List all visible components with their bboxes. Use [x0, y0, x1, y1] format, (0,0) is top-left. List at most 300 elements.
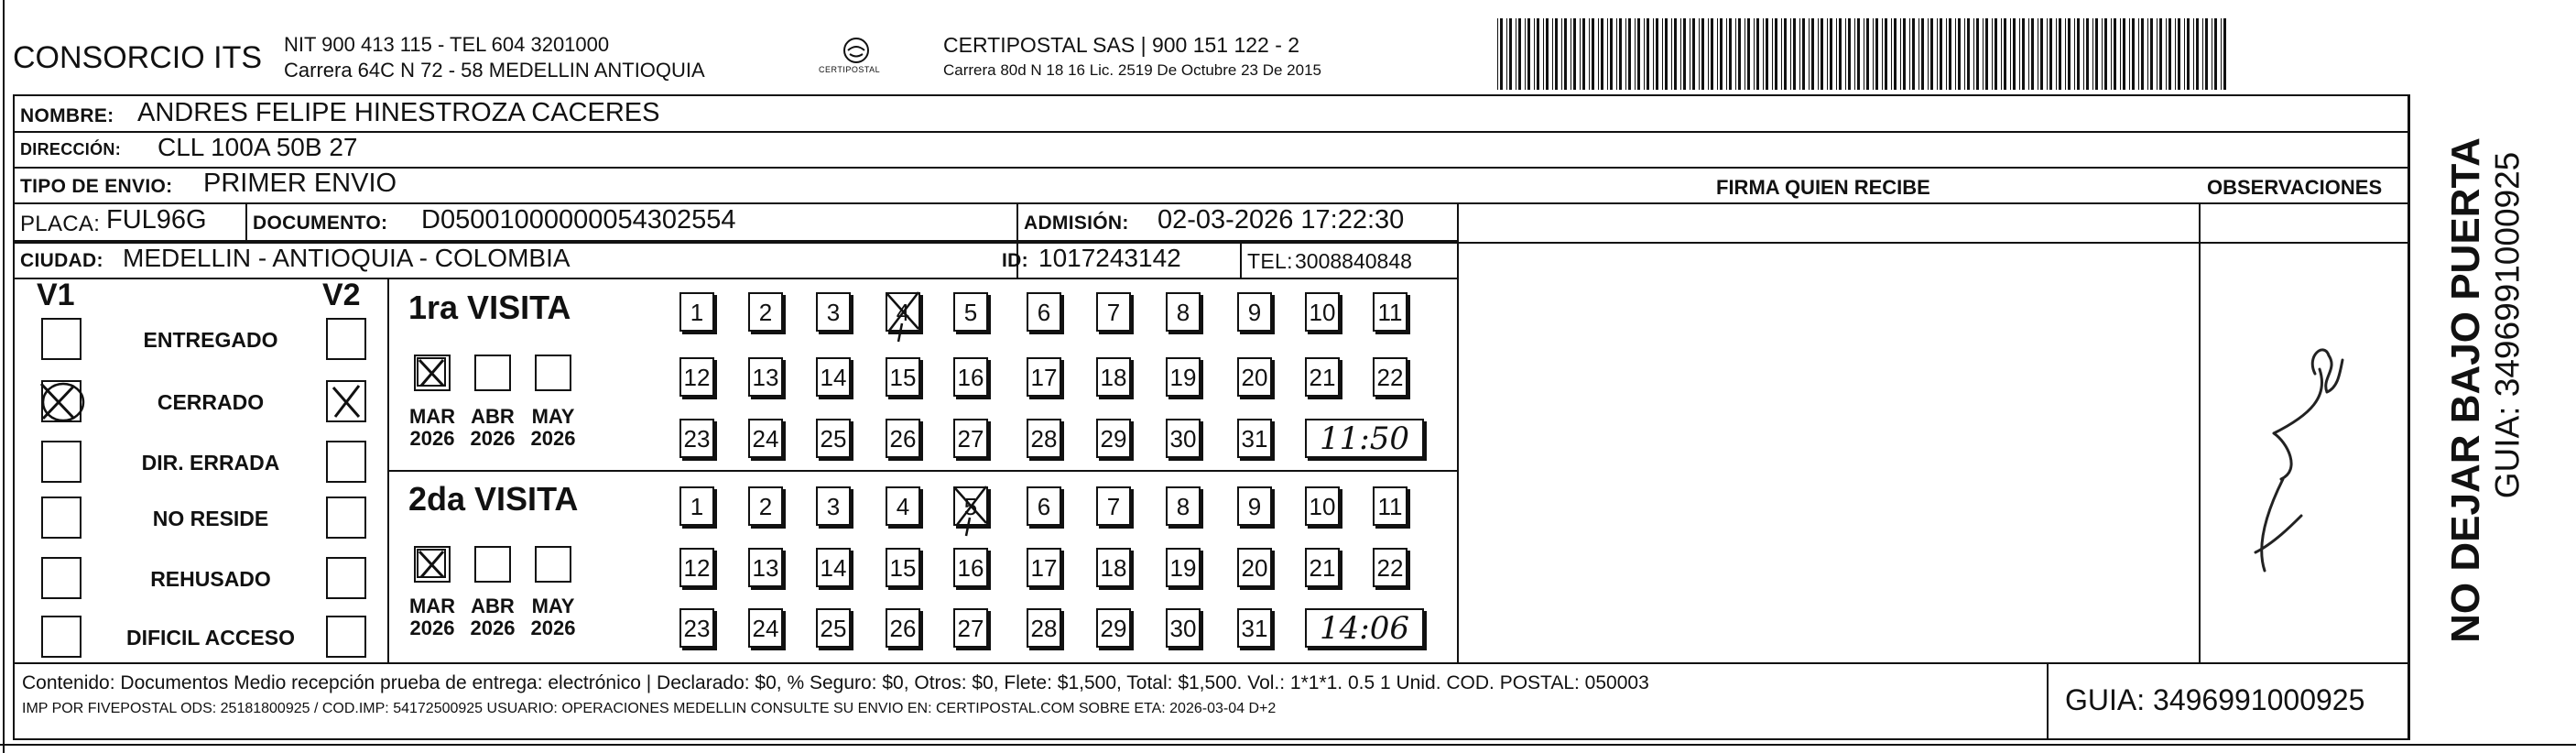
barcode-bar [1729, 18, 1732, 90]
v1-checkbox[interactable] [41, 441, 82, 483]
barcode-bar [1839, 18, 1842, 90]
carrier-name: CERTIPOSTAL SAS | 900 151 122 - 2 [943, 33, 1300, 57]
day-box[interactable] [1373, 486, 1408, 526]
barcode-bar [1711, 18, 1713, 90]
barcode-bar [1564, 18, 1567, 90]
barcode-bar [1763, 18, 1764, 90]
day-box[interactable] [1096, 548, 1131, 587]
barcode-bar [1973, 18, 1974, 90]
direccion-value: CLL 100A 50B 27 [158, 133, 358, 161]
day-box[interactable] [953, 292, 988, 332]
barcode-bar [1527, 18, 1530, 90]
month-checkbox[interactable] [414, 355, 451, 391]
day-number: 27 [957, 615, 984, 642]
hand-check-icon [326, 380, 366, 422]
day-box[interactable] [679, 357, 714, 397]
col-line [1240, 242, 1242, 278]
day-box[interactable] [953, 419, 988, 458]
month-year: 2026 [409, 617, 455, 640]
status-label: DIR. ERRADA [141, 451, 280, 475]
ciudad-value: MEDELLIN - ANTIOQUIA - COLOMBIA [123, 244, 571, 272]
day-box[interactable] [1027, 292, 1061, 332]
barcode-bar [1958, 18, 1961, 90]
month-checkbox[interactable] [414, 546, 451, 583]
day-number: 23 [683, 425, 711, 453]
barcode-bar [1543, 18, 1544, 90]
observaciones-label: OBSERVACIONES [2207, 176, 2383, 199]
month-year: 2026 [530, 617, 576, 640]
barcode-bar [2187, 18, 2190, 90]
barcode-bar [1918, 18, 1919, 90]
barcode-bar [1637, 18, 1640, 90]
day-box[interactable] [886, 608, 920, 648]
month-year: 2026 [530, 427, 576, 451]
barcode-bar [1900, 18, 1901, 90]
barcode-bar [1518, 18, 1521, 90]
barcode-bar [1875, 18, 1878, 90]
barcode-bar [1616, 18, 1617, 90]
day-number: 3 [826, 493, 841, 520]
barcode-bar [1992, 18, 1993, 90]
day-box[interactable] [1096, 357, 1131, 397]
day-box[interactable] [748, 357, 783, 397]
day-number: 9 [1247, 299, 1262, 326]
firma-area[interactable] [1459, 204, 2197, 660]
day-box[interactable] [1305, 292, 1340, 332]
barcode-bar [1500, 18, 1503, 90]
day-box[interactable] [953, 486, 988, 526]
page-left-edge-line [3, 0, 5, 753]
logo-text: CERTIPOSTAL [819, 65, 881, 74]
barcode-bar [1921, 18, 1924, 90]
day-number: 27 [957, 425, 984, 453]
barcode-bar [1635, 18, 1636, 90]
barcode-bar [1848, 18, 1851, 90]
barcode-bar [1552, 18, 1553, 90]
day-number: 10 [1309, 299, 1336, 326]
day-number: 17 [1030, 554, 1058, 582]
barcode-bar [2166, 18, 2167, 90]
barcode-bar [1756, 18, 1759, 90]
month-checkbox[interactable] [535, 355, 571, 391]
month-label [405, 406, 460, 450]
barcode-bar [1790, 18, 1791, 90]
id-label: ID: [1002, 250, 1028, 271]
side-notice: NO DEJAR BAJO PUERTA [2443, 137, 2488, 643]
tipo-envio-label: TIPO DE ENVIO: [20, 176, 173, 197]
handwritten-time: 11:50 [1320, 420, 1409, 457]
nombre-value: ANDRES FELIPE HINESTROZA CACERES [137, 98, 660, 127]
day-number: 6 [1037, 493, 1051, 520]
barcode-bar [1873, 18, 1874, 90]
day-box[interactable] [1237, 486, 1272, 526]
day-box[interactable] [1166, 357, 1201, 397]
documento-label: DOCUMENTO: [253, 213, 388, 234]
barcode-bar [1610, 18, 1613, 90]
barcode-bar [1561, 18, 1562, 90]
day-number: 5 [963, 493, 978, 520]
barcode-bar [1784, 18, 1787, 90]
footer-contenido: Contenido: Documentos Medio recepción prueba de entrega: electrónico | Declarado: $0, % Seguro: $0, Otros: $0, Flete: $1,500, Total: $1,500. Vol.: 1*1*1. 0.5 1 Unid. COD. POSTAL: 050003 [22, 672, 1649, 693]
month-name: MAY [531, 405, 575, 428]
barcode-bar [1509, 18, 1512, 90]
day-number: 29 [1100, 425, 1127, 453]
day-box[interactable] [1373, 292, 1408, 332]
barcode-bar [2074, 18, 2075, 90]
barcode-bar [1821, 18, 1823, 90]
day-box[interactable] [1237, 419, 1272, 458]
barcode-bar [1983, 18, 1984, 90]
barcode-bar [2083, 18, 2084, 90]
barcode-bar [1937, 18, 1938, 90]
barcode-bar [1772, 18, 1773, 90]
barcode-bar [2031, 18, 2034, 90]
barcode-bar [2004, 18, 2006, 90]
day-box[interactable] [816, 608, 851, 648]
day-box[interactable] [1096, 419, 1131, 458]
id-value: 1017243142 [1038, 244, 1181, 272]
barcode-bar [1964, 18, 1965, 90]
barcode-bar [2040, 18, 2043, 90]
day-box[interactable] [1237, 292, 1272, 332]
barcode-bar [1802, 18, 1805, 90]
day-number: 2 [758, 493, 773, 520]
row-line [13, 662, 2409, 664]
barcode-bar [1589, 18, 1590, 90]
day-number: 25 [820, 615, 847, 642]
barcode-bar [2092, 18, 2093, 90]
barcode-bar [1946, 18, 1947, 90]
barcode-bar [1994, 18, 1997, 90]
barcode-bar [1928, 18, 1929, 90]
barcode-bar [2168, 18, 2171, 90]
barcode-bar [1799, 18, 1800, 90]
month-year: 2026 [470, 617, 516, 640]
certipostal-logo [806, 35, 907, 81]
day-box[interactable] [953, 608, 988, 648]
day-box[interactable] [1027, 608, 1061, 648]
day-number: 17 [1030, 364, 1058, 391]
barcode-bar [2010, 18, 2011, 90]
day-number: 24 [752, 425, 779, 453]
day-box[interactable] [1305, 548, 1340, 587]
barcode-bar [2150, 18, 2153, 90]
barcode-bar [2178, 18, 2180, 90]
barcode-bar [1735, 18, 1736, 90]
day-box[interactable] [1166, 292, 1201, 332]
barcode-bar [2175, 18, 2176, 90]
day-box[interactable] [1373, 548, 1408, 587]
month-name: MAR [408, 405, 456, 428]
barcode-bar [1912, 18, 1915, 90]
day-box[interactable] [886, 486, 920, 526]
barcode-bar [1534, 18, 1535, 90]
observaciones-area[interactable] [2201, 204, 2408, 660]
barcode-bar [1967, 18, 1970, 90]
barcode-bar [1680, 18, 1681, 90]
barcode-bar [2123, 18, 2125, 90]
day-box[interactable] [1027, 486, 1061, 526]
day-box[interactable] [886, 357, 920, 397]
day-box[interactable] [816, 419, 851, 458]
barcode-bar [1903, 18, 1906, 90]
month-name: ABR [471, 405, 515, 428]
day-number: 5 [963, 299, 978, 326]
barcode-bar [1674, 18, 1677, 90]
hand-check-icon [882, 287, 926, 338]
day-box[interactable] [1305, 357, 1340, 397]
barcode-bar [1628, 18, 1631, 90]
barcode-bar [1708, 18, 1709, 90]
day-box[interactable] [1096, 292, 1131, 332]
barcode-bar [1754, 18, 1755, 90]
day-box[interactable] [1096, 608, 1131, 648]
barcode-bar [1607, 18, 1608, 90]
day-number: 21 [1309, 554, 1336, 582]
barcode-bar [2138, 18, 2139, 90]
day-box[interactable] [953, 548, 988, 587]
footer-imp: IMP POR FIVEPOSTAL ODS: 25181800925 / COD.IMP: 54172500925 USUARIO: OPERACIONES MEDELLIN CONSULTE SU ENVIO EN: CERTIPOSTAL.COM SOBRE ETA: 2026-03-04 D+2 [22, 701, 1277, 716]
day-number: 1 [690, 299, 704, 326]
barcode-bar [1720, 18, 1723, 90]
day-number: 31 [1241, 425, 1268, 453]
barcode-bar [1781, 18, 1782, 90]
company-name: CONSORCIO ITS [13, 40, 263, 75]
v2-checkbox[interactable] [326, 318, 366, 360]
day-box[interactable] [886, 292, 920, 332]
barcode-bar [2086, 18, 2089, 90]
company-address: Carrera 64C N 72 - 58 MEDELLIN ANTIOQUIA [284, 59, 705, 82]
barcode-bar [1811, 18, 1814, 90]
carrier-address: Carrera 80d N 18 16 Lic. 2519 De Octubre 23 De 2015 [943, 61, 1321, 79]
v1-checkbox[interactable] [41, 616, 82, 658]
day-box[interactable] [1166, 486, 1201, 526]
barcode-bar [1827, 18, 1828, 90]
day-box[interactable] [748, 608, 783, 648]
day-number: 4 [896, 493, 910, 520]
day-number: 12 [683, 364, 711, 391]
barcode-bar [1894, 18, 1897, 90]
day-number: 18 [1100, 364, 1127, 391]
month-checkbox[interactable] [474, 546, 511, 583]
barcode-bar [2129, 18, 2130, 90]
day-number: 30 [1169, 425, 1197, 453]
month-checkbox[interactable] [474, 355, 511, 391]
barcode [1497, 18, 2230, 90]
barcode-bar [2049, 18, 2052, 90]
barcode-bar [2193, 18, 2194, 90]
month-label [465, 406, 520, 450]
day-box[interactable] [1305, 486, 1340, 526]
day-box[interactable] [1027, 357, 1061, 397]
admision-value: 02-03-2026 17:22:30 [1158, 205, 1405, 235]
time-box[interactable] [1305, 419, 1424, 458]
barcode-bar [1671, 18, 1672, 90]
day-number: 16 [957, 554, 984, 582]
barcode-bar [2013, 18, 2016, 90]
day-box[interactable] [1027, 419, 1061, 458]
status-label: NO RESIDE [152, 507, 269, 530]
barcode-bar [2221, 18, 2222, 90]
day-box[interactable] [816, 292, 851, 332]
barcode-bar [1830, 18, 1832, 90]
col-line [245, 202, 247, 241]
day-box[interactable] [1166, 608, 1201, 648]
barcode-bar [1766, 18, 1768, 90]
barcode-bar [1625, 18, 1626, 90]
barcode-bar [1775, 18, 1777, 90]
day-box[interactable] [886, 419, 920, 458]
day-box[interactable] [1237, 357, 1272, 397]
day-box[interactable] [679, 419, 714, 458]
day-box[interactable] [1027, 548, 1061, 587]
barcode-bar [1866, 18, 1869, 90]
status-label: DIFICIL ACCESO [125, 626, 295, 649]
day-number: 20 [1241, 364, 1268, 391]
day-box[interactable] [748, 548, 783, 587]
v1-checkbox[interactable] [41, 497, 82, 539]
month-year: 2026 [409, 427, 455, 451]
barcode-bar [1683, 18, 1686, 90]
barcode-bar [1699, 18, 1700, 90]
barcode-bar [1738, 18, 1741, 90]
day-box[interactable] [748, 292, 783, 332]
barcode-bar [2059, 18, 2061, 90]
placa-value: FUL96G [106, 205, 207, 235]
barcode-bar [1836, 18, 1837, 90]
day-number: 18 [1100, 554, 1127, 582]
v2-checkbox[interactable] [326, 441, 366, 483]
barcode-bar [1601, 18, 1603, 90]
barcode-bar [1506, 18, 1507, 90]
barcode-bar [1809, 18, 1810, 90]
barcode-bar [1930, 18, 1933, 90]
barcode-bar [1647, 18, 1649, 90]
day-box[interactable] [1373, 357, 1408, 397]
day-number: 24 [752, 615, 779, 642]
barcode-bar [1909, 18, 1910, 90]
barcode-bar [1555, 18, 1558, 90]
v1-checkbox[interactable] [41, 557, 82, 599]
visit-title: 2da VISITA [408, 480, 579, 518]
month-checkbox[interactable] [535, 546, 571, 583]
day-number: 8 [1176, 299, 1190, 326]
barcode-bar [2019, 18, 2020, 90]
day-number: 11 [1377, 493, 1403, 520]
visit-title: 1ra VISITA [408, 289, 571, 326]
company-nit: NIT 900 413 115 - TEL 604 3201000 [284, 33, 610, 56]
day-box[interactable] [816, 357, 851, 397]
barcode-bar [2047, 18, 2048, 90]
barcode-bar [1747, 18, 1750, 90]
time-box[interactable] [1305, 608, 1424, 648]
month-name: MAY [531, 595, 575, 617]
day-number: 19 [1169, 364, 1197, 391]
day-box[interactable] [1237, 608, 1272, 648]
day-box[interactable] [1237, 548, 1272, 587]
barcode-bar [2001, 18, 2002, 90]
row-line [13, 131, 2409, 133]
barcode-bar [1619, 18, 1622, 90]
v2-checkbox[interactable] [326, 616, 366, 658]
barcode-bar [2202, 18, 2203, 90]
day-box[interactable] [1166, 548, 1201, 587]
barcode-bar [1940, 18, 1942, 90]
barcode-bar [2141, 18, 2144, 90]
day-box[interactable] [748, 486, 783, 526]
v2-checkbox[interactable] [326, 497, 366, 539]
v2-checkbox[interactable] [326, 380, 366, 422]
v1-checkbox[interactable] [41, 380, 82, 422]
day-number: 23 [683, 615, 711, 642]
col-line [2047, 662, 2049, 740]
barcode-bar [2022, 18, 2025, 90]
day-number: 28 [1030, 425, 1058, 453]
v2-checkbox[interactable] [326, 557, 366, 599]
day-box[interactable] [1166, 419, 1201, 458]
day-box[interactable] [816, 486, 851, 526]
day-number: 15 [889, 364, 917, 391]
placa-label: PLACA: [20, 212, 101, 236]
day-number: 26 [889, 615, 917, 642]
v2-label: V2 [322, 278, 361, 312]
admision-label: ADMISIÓN: [1024, 213, 1129, 234]
barcode-bar [1525, 18, 1526, 90]
barcode-bar [2114, 18, 2116, 90]
day-box[interactable] [953, 357, 988, 397]
day-number: 22 [1376, 554, 1404, 582]
barcode-bar [2056, 18, 2057, 90]
barcode-bar [2205, 18, 2208, 90]
day-number: 22 [1376, 364, 1404, 391]
barcode-bar [2028, 18, 2029, 90]
v1-label: V1 [37, 278, 75, 312]
day-box[interactable] [1096, 486, 1131, 526]
barcode-bar [2095, 18, 2098, 90]
day-number: 13 [752, 554, 779, 582]
day-number: 9 [1247, 493, 1262, 520]
v1-checkbox[interactable] [41, 318, 82, 360]
side-guia: GUIA: 3496991000925 [2488, 151, 2527, 499]
day-number: 7 [1106, 299, 1121, 326]
barcode-bar [2120, 18, 2121, 90]
day-number: 6 [1037, 299, 1051, 326]
barcode-bar [1976, 18, 1979, 90]
hand-check-icon [38, 378, 78, 420]
day-number: 14 [820, 554, 847, 582]
day-box[interactable] [679, 292, 714, 332]
tel-value: 3008840848 [1295, 249, 1412, 273]
barcode-bar [1985, 18, 1988, 90]
barcode-bar [2132, 18, 2135, 90]
day-number: 16 [957, 364, 984, 391]
month-label [465, 595, 520, 639]
hand-check-icon [414, 546, 451, 583]
day-box[interactable] [679, 608, 714, 648]
barcode-bar [1546, 18, 1549, 90]
day-box[interactable] [748, 419, 783, 458]
barcode-bar [1701, 18, 1704, 90]
day-number: 12 [683, 554, 711, 582]
status-label: REHUSADO [150, 567, 271, 591]
day-box[interactable] [886, 548, 920, 587]
day-box[interactable] [816, 548, 851, 587]
day-box[interactable] [679, 548, 714, 587]
barcode-bar [1955, 18, 1956, 90]
barcode-bar [1537, 18, 1539, 90]
day-box[interactable] [679, 486, 714, 526]
footer-guia: GUIA: 3496991000925 [2065, 683, 2365, 716]
